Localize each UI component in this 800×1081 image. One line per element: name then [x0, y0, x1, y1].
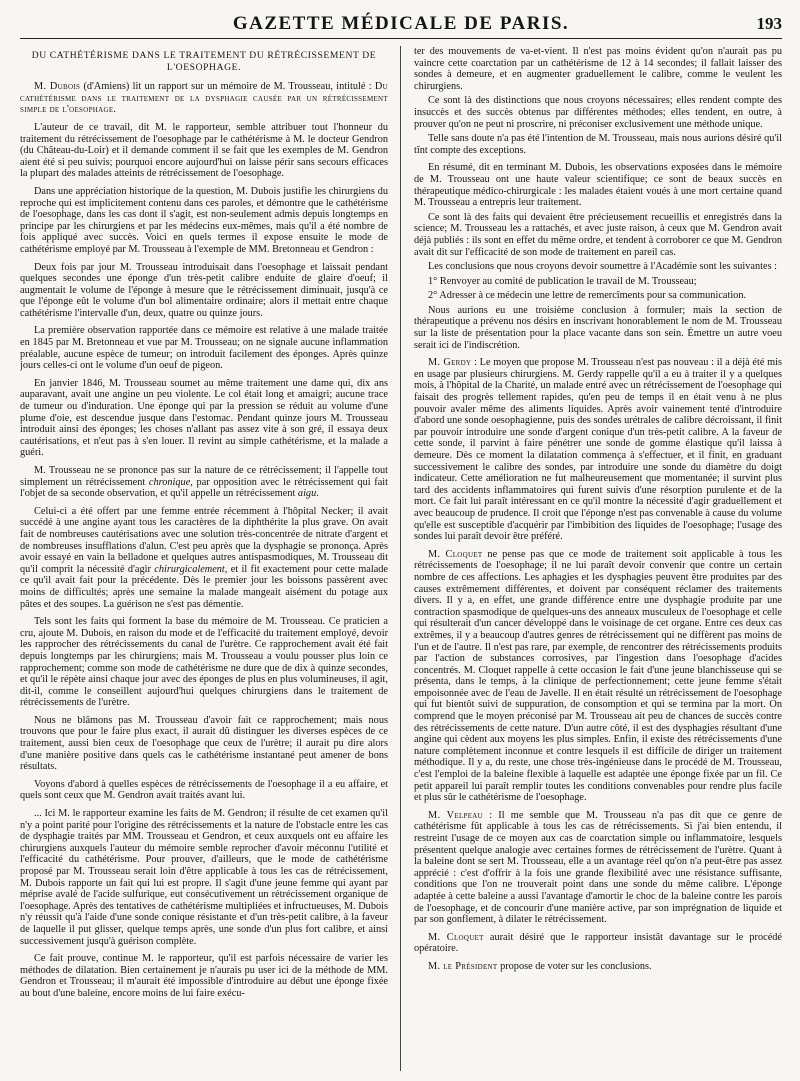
- paragraph: En résumé, dit en terminant M. Dubois, les observations exposées dans le mémoire de M. Trousseau ont une haute valeur scientifique; ce sont de beaux succès en thérapeutique médico-chirurgicale : les malades étaient voués à une mort certaine quand M. Trousseau a entrepris leur traitement.: [414, 162, 782, 209]
- paragraph: Nous ne blâmons pas M. Trousseau d'avoir fait ce rapprochement; mais nous trouvons que pour le faire plus exact, il aurait dû distinguer les diverses espèces de ce traitement, aussi bien ceux de l'oesophage que ceux de l'urètre; il aurait pu dire alors d'une manière positive dans quels cas le cathétérisme instantané peut amener de bons résultats.: [20, 714, 388, 773]
- paragraph-text: (d'Amiens) lit un rapport sur un mémoire de M. Trousseau, intitulé :: [80, 81, 375, 93]
- speaker-name: M. Cloquet: [428, 931, 484, 943]
- paragraph: L'auteur de ce travail, dit M. le rapporteur, semble attribuer tout l'honneur du traitement du rétrécissement de l'oesophage par le cathétérisme à M. le docteur Gendron (du Château-du-Loir) et il demande comment il se fait que les exemples de M. Gendron aient été si peu suivis; pourquoi encore aujourd'hui on laisse périr sans secours efficaces la plupart des malades atteints de rétrécissement de l'oesophage.: [20, 121, 388, 180]
- paragraph: Voyons d'abord à quelles espèces de rétrécissements de l'oesophage il a eu affaire, et quels sont ceux que M. Gendron avait traités avant lui.: [20, 778, 388, 802]
- speaker-name: M. le Président: [428, 960, 498, 972]
- paragraph: [20, 465, 388, 500]
- journal-title: GAZETTE MÉDICALE DE PARIS.: [232, 13, 570, 34]
- paragraph: La première observation rapportée dans ce mémoire est relative à une malade traitée en 1845 par M. Bretonneau et vue par M. Trousseau; on ne signale aucune inflammation préalable, aucune espèce de tumeur; on introduit facilement des éponges. Après quinze jours celles-ci ont le volume d'un oeuf de pigeon.: [20, 325, 388, 372]
- paragraph: [414, 810, 782, 926]
- conclusion-item: 2° Adresser à ce médecin une lettre de remercîments pour sa communication.: [428, 290, 747, 302]
- speaker-name: M. Cloquet: [428, 548, 483, 560]
- paragraph: Deux fois par jour M. Trousseau introduisait dans l'oesophage et laissait pendant quelques secondes une éponge d'un très-petit calibre enduite de glaire d'oeuf; il augmentait le volume de l'éponge à mesure que le rétrécissement diminuait, jusqu'à ce que l'éponge eût le volume d'un bol alimentaire ordinaire; alors il mettait entre chaque cathétérisme l'intervalle d'un, deux, quatre ou quinze jours.: [20, 261, 388, 319]
- paragraph: Ce sont là des faits qui devaient être précieusement recueillis et enregistrés dans la science; M. Trousseau les a rattachés, et avec juste raison, à ceux que M. Gendron avait déjà publiés : ils sont en effet du même ordre, et tendent à corroborer ce que M. Gendron avait dit sur l'efficacité de son mode de traitement en pareil cas.: [414, 211, 782, 258]
- memoir-title: Du cathétérisme dans le traitement de la dysphagie causée par un rétrécissement simple de l'oesophage.: [20, 81, 388, 116]
- paragraph-text: Celui-ci a été offert par une femme entrée récemment à l'hôpital Necker; il avait succédé à une angine ayant tous les caractères de la diphthérite la plus grave. On avait fait de nombreuses cautérisations avec une solution très-concentrée de nitrate d'argent et de nombreuses insufflations d'alun. C'est peu après que la dysphagie se prononça. Après avoir essayé en vain la belladone et quelques autres antispasmodiques, M. Trousseau dit qu'il comprit la nécessité d'agir: [20, 505, 388, 575]
- paragraph: Les conclusions que nous croyons devoir soumettre à l'Académie sont les suivantes :: [428, 261, 778, 273]
- paragraph: [414, 357, 782, 543]
- paragraph-text: , par opposition avec le rétrécissement qui fait l'objet de sa seconde observation, et qu'il appelle un rétrécissement: [20, 476, 388, 500]
- paragraph: En janvier 1846, M. Trousseau soumet au même traitement une dame qui, dix ans auparavant, avait une angine un peu violente. Le col était long et amaigri; aucune trace de tumeur ou d'induration. Une éponge qui par la pression se réduit au volume d'une plume d'oie, est descendue jusque dans l'estomac. Pendant quinze jours M. Trousseau introduit ainsi des éponges; les choses n'allant pas assez vite à son gré, il essaya deux cautérisations, et n'eut pas à s'en louer. Il revint au simple cathétérisme, et la malade a guéri.: [20, 377, 388, 459]
- paragraph: Nous aurions eu une troisième conclusion à formuler; mais la section de thérapeutique a prévenu nos désirs en inscrivant honorablement le nom de M. Trousseau sur la liste de présentation pour la place vacante dans son sein. Émettre un autre voeu serait ici de l'indiscrétion.: [414, 304, 782, 351]
- paragraph: Ce fait prouve, continue M. le rapporteur, qu'il est parfois nécessaire de varier les méthodes de dilatation. Bien certainement je n'aurais pu user ici de la méthode de MM. Gendron et Trousseau; il m'aurait été impossible d'introduire au début une éponge fixée au bout d'une baleine, encore moins de lui faire exécu-: [20, 953, 388, 999]
- paragraph: [414, 932, 782, 955]
- paragraph: Ce sont là des distinctions que nous croyons nécessaires; elles rendent compte des insuccès et des succès obtenus par différentes méthodes; elles tendent, en outre, à prouver qu'on ne peut ni proscrire, ni préconiser exclusivement une méthode unique.: [414, 95, 782, 130]
- right-column: [414, 46, 782, 1076]
- paragraph-text: : Il me semble que M. Trousseau n'a pas dit que ce genre de cathétérisme fût applicable à tous les cas de rétrécissements. Si j'ai bien entendu, il restreint l'usage de ce moyen aux cas de coarctation simple ou inflammatoire, lesquels présentent quelque analogie avec certaines formes de rétrécissement de l'urètre. Quant à la baleine dont se sert M. Trousseau, elle a un avantage réel qu'on n'a peut-être pas assez apprécié : c'est d'offrir à la fois une grande flexibilité avec une résistance suffisante, conditions que l'on ne trouverait point dans une sonde du même calibre. L'éponge adaptée à cette baleine a aussi l'avantage d'amortir le choc de la baleine contre les parois de l'oesophage, et de concourir d'une manière active, par son imprégnation de liquide et par son gonflement, à dilater le rétrécissement.: [414, 809, 782, 926]
- paragraph: Telle sans doute n'a pas été l'intention de M. Trousseau, mais nous aurions désiré qu'il tînt compte des exceptions.: [414, 133, 782, 156]
- paragraph-text: : Le moyen que propose M. Trousseau n'est pas nouveau : il a déjà été mis en usage par plusieurs chirurgiens. M. Gerdy rappelle qu'il a eu à traiter il y a quelques mois, à l'hôpital de la Charité, un malade entré avec un rétrécissement de l'oesophage qui faisait des progrès tellement rapides, qu'en peu de temps il en était venu à ne plus pouvoir avaler même des aliments liquides. Après avoir vainement tenté d'introduire d'abord une sonde oesophagienne, puis des sondes urétrales de calibre décroissant, il finit par pouvoir introduire une sonde d'argent conique d'un très-petit calibre. A la faveur de cette sonde, il parvint à faire pénétrer une sonde de gomme élastique qu'il laissa à demeure. Dès ce moment la dilatation commença à s'effectuer, et il finit, en graduant successivement le calibre des sondes, par introduire une sonde du diamètre du doigt indicateur. Cette amélioration ne fut malheureusement que momentanée; il survint plus tard des accidents inflammatoires qui furent suivis d'une résorption purulente et de la mort. Ce fait lui paraît intéressant en ce qu'il montre la nécessité d'agir graduellement et avec beaucoup de prudence. Il croit que l'éponge n'est pas convenable à cause du volume qu'elle est susceptible d'acquérir par l'imbibition des liquides de l'oesophage; l'usage des sondes lui paraît devoir être préféré.: [414, 357, 782, 543]
- emphasis: aigu: [297, 488, 317, 500]
- paragraph: ter des mouvements de va-et-vient. Il n'est pas moins évident qu'on n'aurait pas pu vaincre cette coarctation par un cathétérisme de 12 à 14 secondes; il fallait laisser des sondes à demeure, et en augmenter graduellement le calibre, comme le veulent les chirurgiens.: [414, 46, 782, 92]
- speaker-name: M. Velpeau: [428, 809, 484, 821]
- masthead: [20, 12, 782, 39]
- paragraph: [414, 549, 782, 804]
- left-column: [20, 46, 388, 1076]
- paragraph: [414, 961, 782, 973]
- paragraph: Dans une appréciation historique de la question, M. Dubois justifie les chirurgiens du reproche qui est implicitement contenu dans ces paroles, et démontre que le cathétérisme de l'oesophage, dans les cas dont il s'agit, est non-seulement admis depuis longtemps en principe par les chirurgiens et par les médecins eux-mêmes, mais qu'il a été nombre de fois appliqué avec succès. Voici en quels termes il expose ensuite le mode de cathétérisme employé par M. Trousseau à l'exemple de MM. Bretonneau et Gendron :: [20, 185, 388, 255]
- column-divider: [400, 46, 401, 1071]
- paragraph: ... Ici M. le rapporteur examine les faits de M. Gendron; il résulte de cet examen qu'il n'y a point parité pour l'origine des rétrécissements et la nature de l'obstacle entre les cas de dysphagie traités par MM. Trousseau et Gendron, et ceux auxquels ont eu affaire les chirurgiens auxquels l'auteur du mémoire semble reprocher d'avoir méconnu l'utilité et l'efficacité du cathétérisme. Pour prouver, d'ailleurs, que le mode de cathétérisme proposé par M. Trousseau serait loin d'être applicable à tous les cas de rétrécissement, M. Dubois rapporte un fait qui lui est propre. Il s'agit d'une jeune femme qui ayant par méprise avalé de l'acide sulfurique, eut consécutivement un rétrécissement organique de l'oesophage. Après des tentatives de cathétérisme multipliées et infructueuses, M. Dubois n'y réussit qu'à l'aide d'une sonde conique résistante et d'un très-petit calibre, à la faveur de laquelle il put glisser, quelque temps après, une sonde d'un plus fort calibre, et ainsi successivement jusqu'à guérison complète.: [20, 808, 388, 947]
- page-number: 193: [756, 14, 782, 33]
- paragraph: [20, 506, 388, 610]
- paragraph: [20, 81, 388, 116]
- emphasis: chronique: [148, 476, 191, 488]
- emphasis: chirurgicalement: [154, 563, 225, 575]
- paragraph-text: M. Trousseau ne se prononce pas sur la nature de ce rétrécissement; il l'appelle tout simplement un rétrécissement: [20, 465, 388, 488]
- paragraph-text: propose de voter sur les conclusions.: [497, 960, 652, 972]
- speaker-name: M. Gerdy: [428, 357, 472, 369]
- speaker-name: M. Dubois: [34, 81, 81, 93]
- conclusion-item: 1° Renvoyer au comité de publication le travail de M. Trousseau;: [428, 275, 697, 287]
- section-title: DU CATHÉTÉRISME DANS LE TRAITEMENT DU RÉTRÉCISSEMENT DE L'OESOPHAGE.: [31, 50, 377, 73]
- paragraph-text: aurait désiré que le rapporteur insistât davantage sur le procédé opératoire.: [414, 931, 782, 955]
- paragraph-text: ne pense pas que ce mode de traitement soit applicable à tous les rétrécissements de l'oesophage; il ne lui paraît devoir convenir que contre un certain nombre de ces affections. Les aphagies et les dysphagies peuvent être produites par des causes extrêmement différentes, et doivent par conséquent réclamer des traitements divers. Il y a, en effet, une grande différence entre une dysphagie produite par une contraction spasmodique de quelques-uns des anneaux musculeux de l'oesophage et celle qui résulterait d'un cancer développé dans le voisinage de cet organe. Entre ces deux cas extrêmes, il y a beaucoup d'autres genres de rétrécissement qui ne diffèrent pas moins de l'un et de l'autre. Il n'est pas rare, par exemple, de rencontrer des rétrécissements produits par l'action de substances corrosives, par l'ingestion dans l'oesophage d'acides concentrés. M. Cloquet rappelle à cette occasion le fait d'une jeune blanchisseuse qui se présenta, dans le temps, à la clinique de perfectionnement; cette jeune femme s'était empoisonnée avec de l'eau de Javelle. Il en était résulté un rétrécissement de l'oesophage qui fut bientôt suivi de suppuration, de consomption et qui se termina par la mort. On comprend que le moyen préconisé par M. Trousseau ait peu de chances de succès contre des rétrécissements de cette nature. D'un autre côté, il est des dysphagies résultant d'une angine qui cèdent aux moyens les plus simples. Enfin, il existe des rétrécissements d'une nature complètement inconnue et contre lesquels il est difficile de diriger un traitement méthodique. Il y a, du reste, une chose très-ingénieuse dans le procédé de M. Trousseau, c'est l'emploi de la baleine flexible à laquelle est adaptée une éponge fixée par un fil. Ce petit appareil lui paraît remplir toutes les conditions convenables pour rendre plus facile et plus sûr le cathétérisme de l'oesophage.: [414, 548, 782, 804]
- paragraph-text: .: [316, 488, 319, 500]
- paragraph-text: , et il fit exactement pour cette malade ce qu'il avait fait pour la précédente. Dès le premier jour les boissons passèrent avec moins de difficultés; après une semaine la malade mangeait aisément du potage aux pâtes et des soupes. La guérison ne s'est pas démentie.: [20, 563, 388, 610]
- paragraph: Tels sont les faits qui forment la base du mémoire de M. Trousseau. Ce praticien a cru, ajoute M. Dubois, en raison du mode et de l'efficacité du traitement employé, devoir les rapprocher des rétrécissements du canal de l'urètre. Ce rapprochement avait été fait depuis longtemps par les chirurgiens; mais M. Trousseau a voulu pousser plus loin ce rapprochement; comme son mode de cathétérisme ne dure que de dix à quinze secondes, et qu'il le répète ainsi chaque jour avec des éponges de plus en plus volumineuses, il agit, dit-il, comme le conseillent aujourd'hui quelques chirurgiens dans le traitement de rétrécissements de l'urètre.: [20, 616, 388, 709]
